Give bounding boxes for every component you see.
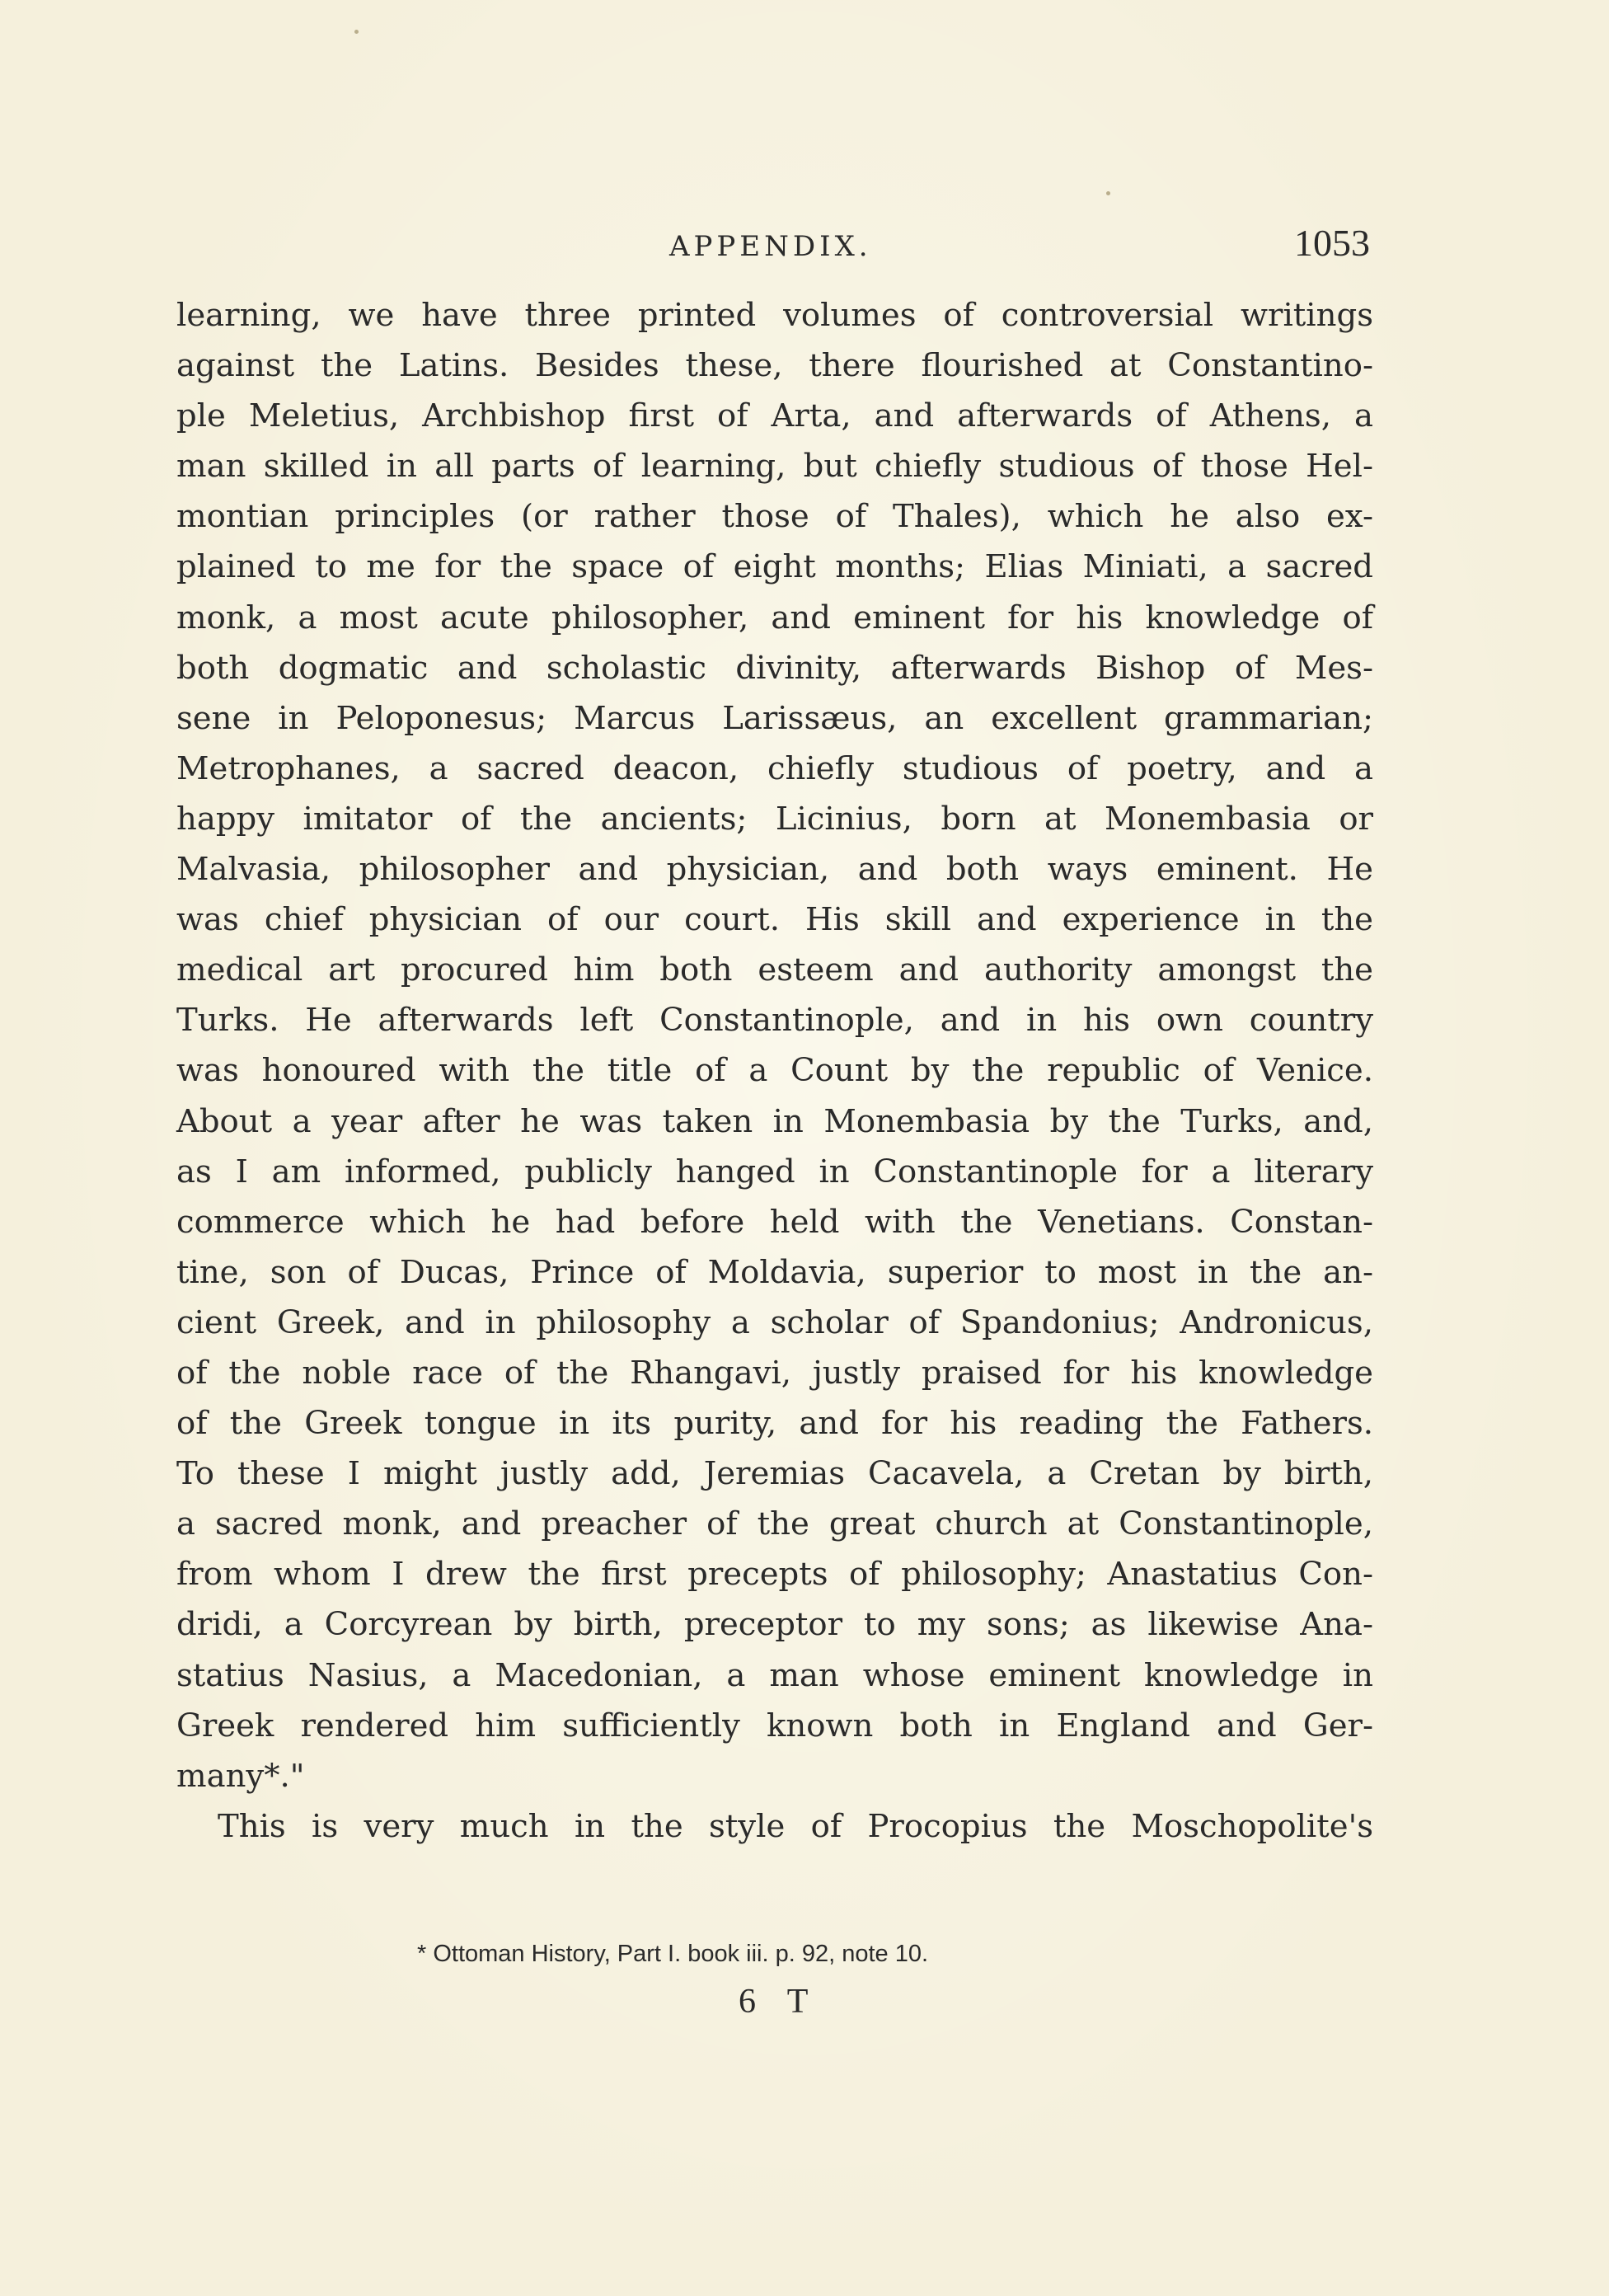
text-line: many*." <box>176 1757 305 1795</box>
paper-speck <box>354 30 359 34</box>
text-line: learning, we have three printed volumes of controversial writings <box>176 297 1373 334</box>
footnote: * Ottoman History, Part I. book iii. p. 92, note 10. <box>417 1941 929 1967</box>
text-line: a sacred monk, and preacher of the great church at Constantinople, <box>176 1505 1373 1543</box>
text-line: dridi, a Corcyrean by birth, preceptor to my sons; as likewise Ana- <box>176 1606 1373 1644</box>
text-line: happy imitator of the ancients; Licinius, born at Monembasia or <box>176 800 1373 838</box>
text-line: from whom I drew the first precepts of philosophy; Anastatius Con- <box>176 1556 1373 1594</box>
text-line: commerce which he had before held with the Venetians. Constan- <box>176 1203 1373 1241</box>
signature-mark: 6 T <box>739 1983 820 2021</box>
paper-speck <box>1106 191 1110 195</box>
text-line: man skilled in all parts of learning, but chiefly studious of those Hel- <box>176 448 1373 486</box>
text-line: monk, a most acute philosopher, and eminent for his knowledge of <box>176 599 1373 636</box>
text-line: of the Greek tongue in its purity, and for his reading the Fathers. <box>176 1405 1373 1443</box>
text-line: Greek rendered him sufficiently known both in England and Ger- <box>176 1707 1373 1744</box>
running-title: APPENDIX. <box>669 230 872 263</box>
text-line: against the Latins. Besides these, there flourished at Constantino- <box>176 347 1373 385</box>
text-line: plained to me for the space of eight months; Elias Miniati, a sacred <box>176 548 1373 586</box>
text-line: cient Greek, and in philosophy a scholar of Spandonius; Andronicus, <box>176 1303 1373 1341</box>
text-line: was chief physician of our court. His skill and experience in the <box>176 901 1373 939</box>
running-head <box>669 221 1370 270</box>
text-line: About a year after he was taken in Monembasia by the Turks, and, <box>176 1102 1373 1140</box>
text-line: montian principles (or rather those of Thales), which he also ex- <box>176 498 1373 536</box>
text-line: sene in Peloponesus; Marcus Larissæus, an excellent grammarian; <box>176 699 1373 737</box>
text-line: Metrophanes, a sacred deacon, chiefly studious of poetry, and a <box>176 749 1373 787</box>
text-line: both dogmatic and scholastic divinity, afterwards Bishop of Mes- <box>176 649 1373 687</box>
text-line: medical art procured him both esteem and authority amongst the <box>176 951 1373 989</box>
text-line: ple Meletius, Archbishop first of Arta, and afterwards of Athens, a <box>176 397 1373 435</box>
body-text <box>176 290 1373 1852</box>
text-line: Malvasia, philosopher and physician, and both ways eminent. He <box>176 851 1373 889</box>
text-line: statius Nasius, a Macedonian, a man whose eminent knowledge in <box>176 1656 1373 1694</box>
text-line: of the noble race of the Rhangavi, justly praised for his knowledge <box>176 1354 1373 1392</box>
text-line: as I am informed, publicly hanged in Constantinople for a literary <box>176 1153 1373 1190</box>
text-line: tine, son of Ducas, Prince of Moldavia, superior to most in the an- <box>176 1253 1373 1291</box>
text-line: was honoured with the title of a Count by the republic of Venice. <box>176 1052 1373 1090</box>
text-line: To these I might justly add, Jeremias Cacavela, a Cretan by birth, <box>176 1455 1373 1493</box>
page-number: 1053 <box>1294 222 1370 264</box>
text-line: Turks. He afterwards left Constantinople, and in his own country <box>176 1002 1373 1040</box>
paragraph-start-line: This is very much in the style of Procopius the Moschopolite's <box>218 1807 1373 1845</box>
